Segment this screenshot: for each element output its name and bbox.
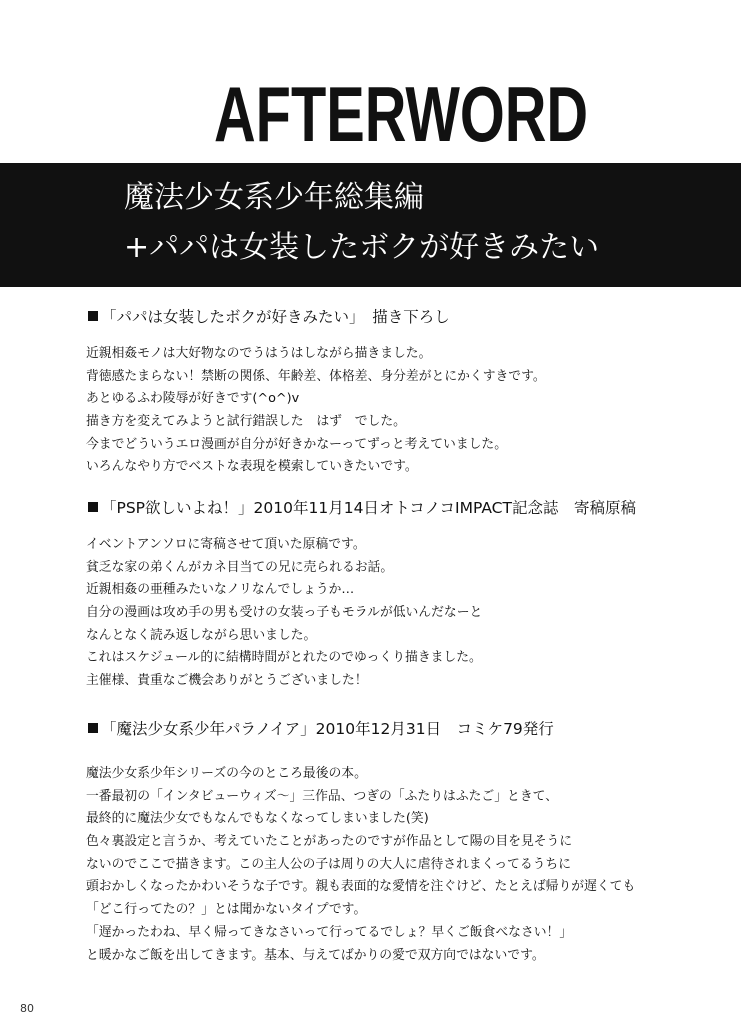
body-line: 自分の漫画は攻め手の男も受けの女装っ子もモラルが低いんだなーと [86, 605, 483, 621]
body-line: 描き方を変えてみようと試行錯誤した はず でした。 [86, 414, 406, 430]
body-line: これはスケジュール的に結構時間がとれたのでゆっくり描きました。 [86, 650, 482, 666]
body-line: なんとなく読み返しながら思いました。 [86, 627, 317, 643]
body-line: イベントアンソロに寄稿させて頂いた原稿です。 [86, 537, 366, 552]
section-heading-3 [88, 718, 708, 740]
body-line: 一番最初の「インタビューウィズ～」三作品、つぎの「ふたりはふたご」ときて、 [86, 788, 558, 804]
body-line: 魔法少女系少年シリーズの今のところ最後の本。 [86, 766, 367, 781]
body-line: 頭おかしくなったかわいそうな子です。親も表面的な愛情を注ぐけど、たとえば帰りが遅くても [86, 879, 636, 895]
band-title-line-2: +パパは女装したボクが好きみたい [124, 230, 600, 265]
section-heading-text: 「魔法少女系少年パラノイア」2010年12月31日 コミケ79発行 [101, 720, 554, 738]
body-line: 今までどういうエロ漫画が自分が好きかなーってずっと考えていました。 [86, 436, 508, 452]
page-number: 80 [20, 1002, 34, 1015]
page-title: AFTERWORD [214, 70, 589, 158]
section-body-3 [86, 763, 706, 967]
section-heading-text: 「パパは女装したボクが好きみたい」 描き下ろし [101, 308, 450, 326]
section-body-1 [86, 343, 706, 479]
square-bullet-icon [88, 723, 98, 733]
body-line: 近親相姦の亜種みたいなノリなんでしょうか… [86, 582, 355, 598]
square-bullet-icon [88, 311, 98, 321]
body-line: あとゆるふわ陵辱が好きです(^o^)v [86, 391, 300, 407]
section-heading-2 [88, 497, 708, 519]
body-line: 主催様、貴重なご機会ありがとうございました！ [86, 673, 368, 689]
body-line: 貧乏な家の弟くんがカネ目当ての兄に売られるお話。 [86, 559, 394, 575]
body-line: 「どこ行ってたの？」とは聞かないタイプです。 [86, 902, 367, 918]
square-bullet-icon [88, 502, 98, 512]
section-heading-1 [88, 306, 708, 328]
body-line: 色々裏設定と言うか、考えていたことがあったのですが作品として陽の目を見そうに [86, 834, 573, 850]
body-line: 背徳感たまらない！禁断の関係、年齢差、体格差、身分差がとにかくすきです。 [86, 368, 546, 384]
body-line: と暖かなご飯を出してきます。基本、与えてばかりの愛で双方向ではないです。 [86, 947, 545, 963]
body-line: 近親相姦モノは大好物なのでうはうはしながら描きました。 [86, 346, 432, 361]
section-body-2 [86, 534, 706, 693]
body-line: ないのでここで描きます。この主人公の子は周りの大人に虐待されまくってるうちに [86, 856, 572, 872]
band-title-line-1: 魔法少女系少年総集編 [124, 180, 424, 215]
body-line: 最終的に魔法少女でもなんでもなくなってしまいました(笑) [86, 811, 429, 827]
body-line: いろんなやり方でベストな表現を模索していきたいです。 [86, 459, 418, 475]
section-heading-text: 「PSP欲しいよね！」2010年11月14日オトコノコIMPACT記念誌 寄稿原稿 [101, 499, 636, 517]
body-line: 「遅かったわね、早く帰ってきなさいって行ってるでしょ？早くご飯食べなさい！」 [86, 924, 573, 940]
